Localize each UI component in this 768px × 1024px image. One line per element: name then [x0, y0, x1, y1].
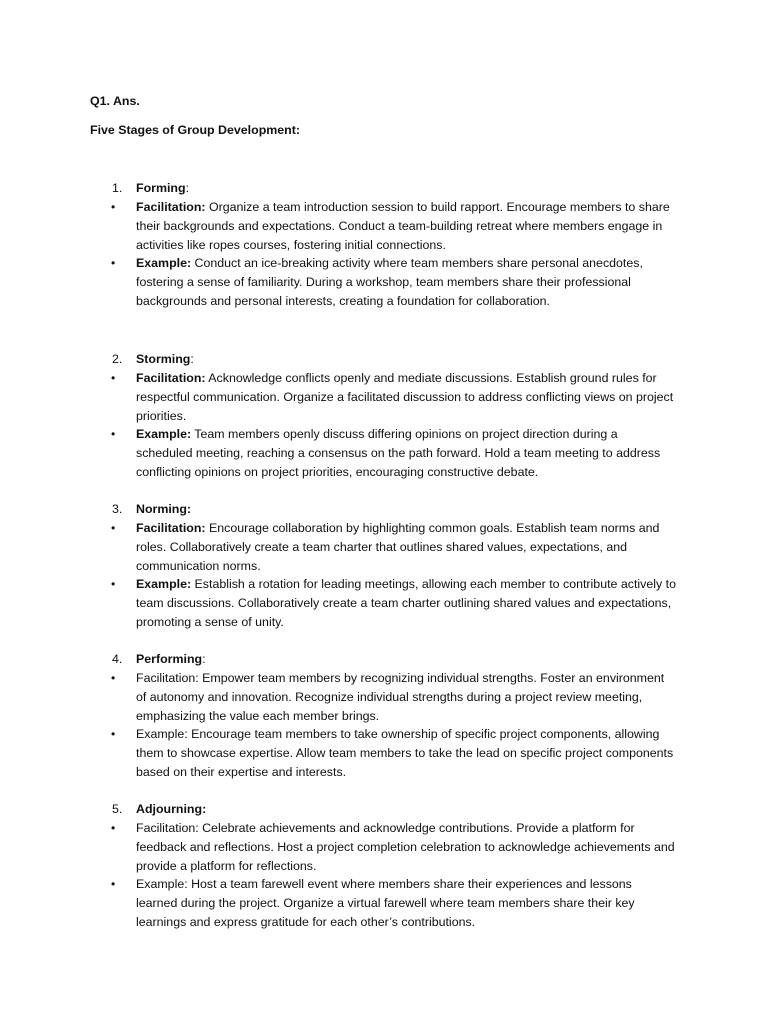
item-text: Conduct an ice-breaking activity where team members share personal anecdotes, fostering a sense of familiarity. During a workshop, team members share their professional backgrounds and personal interests, creating a foundation for collaboration. [136, 256, 643, 308]
list-item [0, 198, 676, 254]
stage-heading [0, 179, 768, 198]
stage-storming [0, 350, 768, 482]
list-item [0, 369, 676, 425]
stage-forming [0, 179, 768, 311]
item-label: Facilitation: [136, 371, 206, 385]
item-text: Example: Encourage team members to take ownership of specific project components, allowing them to showcase expertise. Allow team members to take the lead on specific project components based on their expertise and interests. [136, 727, 674, 779]
stage-heading [0, 650, 768, 669]
stage-adjourning [0, 800, 768, 932]
stage-name: Performing: [136, 652, 206, 666]
item-label: Facilitation: [136, 521, 206, 535]
stage-name: Adjourning: [136, 802, 207, 816]
item-text: Acknowledge conflicts openly and mediate discussions. Establish ground rules for respectful communication. Organize a facilitated discussion to address conflicting views on project priorities. [136, 371, 674, 423]
bullet-icon: • [111, 877, 116, 892]
bullet-icon: • [111, 821, 116, 835]
item-label: Example: [136, 577, 192, 592]
stage-number: 1. [112, 181, 123, 195]
item-label: Example: [136, 256, 192, 271]
item-text: Example: Host a team farewell event where members share their experiences and lessons learned during the project. Organize a virtual farewell where team members share their key learnings and express gratitude for each other’s contributions. [136, 877, 635, 929]
stage-heading [0, 500, 768, 519]
stage-number: 4. [112, 652, 123, 666]
item-label: Example: [136, 427, 192, 442]
list-item [0, 254, 676, 310]
stage-number: 3. [112, 502, 123, 516]
stage-norming [0, 500, 768, 632]
stage-name: Norming: [136, 502, 192, 516]
stage-number: 5. [112, 802, 123, 816]
bullet-icon: • [111, 521, 116, 535]
stage-name: Forming: [136, 181, 190, 195]
bullet-icon: • [111, 727, 116, 742]
item-text: Encourage collaboration by highlighting common goals. Establish team norms and roles. Collaboratively create a team charter that outlines shared values, expectations, and communication norms. [136, 521, 660, 573]
list-item [0, 575, 676, 631]
list-item [0, 725, 676, 781]
item-label: Facilitation: [136, 200, 206, 214]
list-item [0, 519, 676, 575]
bullet-icon: • [111, 577, 116, 592]
list-item [0, 669, 676, 725]
list-item [0, 875, 676, 931]
bullet-icon: • [111, 671, 116, 685]
list-item [0, 819, 676, 875]
stage-heading [0, 800, 768, 819]
item-text: Organize a team introduction session to build rapport. Encourage members to share their backgrounds and expectations. Conduct a team-building retreat where members engage in activities like ropes courses, fostering initial connections. [136, 200, 670, 252]
stage-heading [0, 350, 768, 369]
stage-name: Storming: [136, 352, 194, 366]
question-heading: Q1. Ans. [90, 94, 140, 108]
stage-performing [0, 650, 768, 782]
document-title: Five Stages of Group Development: [90, 123, 300, 137]
stage-number: 2. [112, 352, 123, 366]
item-text: Facilitation: Celebrate achievements and acknowledge contributions. Provide a platform for feedback and reflections. Host a project completion celebration to acknowledge achievements and provide a platform for reflections. [136, 821, 675, 873]
bullet-icon: • [111, 427, 116, 442]
item-text: Establish a rotation for leading meetings, allowing each member to contribute actively to team discussions. Collaboratively create a team charter outlining shared values and expectations, promoting a sense of unity. [136, 577, 676, 629]
item-text: Team members openly discuss differing opinions on project direction during a scheduled meeting, reaching a consensus on the path forward. Hold a team meeting to address conflicting opinions on project priorities, encouraging constructive debate. [136, 427, 661, 479]
item-text: Facilitation: Empower team members by recognizing individual strengths. Foster an environment of autonomy and innovation. Recognize individual strengths during a project review meeting, emphasizing the value each member brings. [136, 671, 665, 723]
bullet-icon: • [111, 200, 116, 214]
bullet-icon: • [111, 371, 116, 385]
bullet-icon: • [111, 256, 116, 271]
list-item [0, 425, 676, 481]
